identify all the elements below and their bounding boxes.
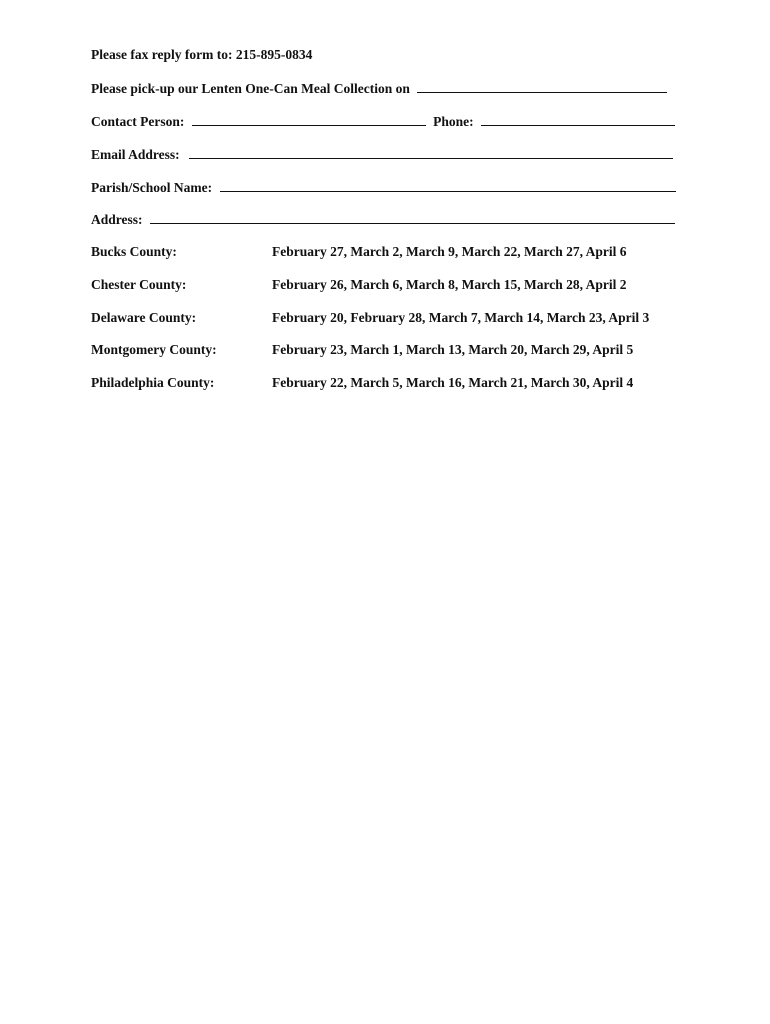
contact-person-label: Contact Person:	[91, 114, 185, 129]
email-label: Email Address:	[91, 147, 180, 162]
county-name: Montgomery County:	[91, 342, 217, 357]
county-dates: February 20, February 28, March 7, March 14, March 23, April 3	[272, 310, 650, 325]
pickup-date-field[interactable]	[417, 80, 667, 93]
county-dates: February 26, March 6, March 8, March 15, March 28, April 2	[272, 277, 627, 292]
county-name: Philadelphia County:	[91, 375, 215, 390]
parish-school-label: Parish/School Name:	[91, 180, 213, 195]
address-row	[91, 211, 675, 228]
address-label: Address:	[91, 212, 143, 227]
pickup-date-row	[91, 80, 667, 97]
county-dates: February 22, March 5, March 16, March 21, March 30, April 4	[272, 375, 634, 390]
county-name: Chester County:	[91, 277, 187, 292]
contact-row	[91, 113, 675, 130]
phone-field[interactable]	[481, 113, 675, 126]
fax-instruction	[91, 47, 312, 63]
pickup-date-label: Please pick-up our Lenten One-Can Meal Collection on	[91, 81, 410, 96]
email-field[interactable]	[189, 146, 673, 159]
county-dates: February 23, March 1, March 13, March 20, March 29, April 5	[272, 342, 634, 357]
email-row	[91, 146, 673, 163]
contact-person-field[interactable]	[192, 113, 426, 126]
parish-row	[91, 179, 676, 196]
county-name: Bucks County:	[91, 244, 177, 259]
fax-instruction-text: Please fax reply form to: 215-895-0834	[91, 47, 313, 62]
county-dates: February 27, March 2, March 9, March 22, March 27, April 6	[272, 244, 627, 259]
phone-label: Phone:	[433, 114, 474, 129]
parish-school-field[interactable]	[220, 179, 676, 192]
county-name: Delaware County:	[91, 310, 197, 325]
address-field[interactable]	[150, 211, 675, 224]
